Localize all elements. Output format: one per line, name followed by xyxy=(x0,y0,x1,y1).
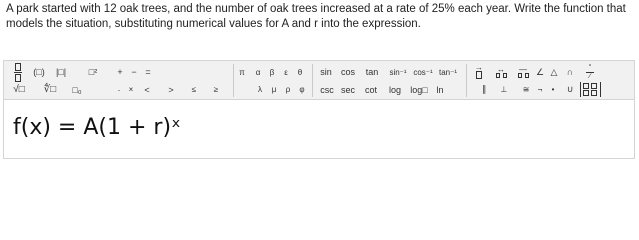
csc-button[interactable]: csc xyxy=(320,84,334,95)
question-text: A park started with 12 oak trees, and the number of oak trees increased at a rate of 25% each year. Write the function that models the situation, substituting numerical values for A and r into the expression. xyxy=(6,3,626,30)
subscript-button[interactable]: □₀ xyxy=(72,84,82,95)
beta-button[interactable]: β xyxy=(269,67,275,77)
equals-button[interactable]: = xyxy=(145,67,151,77)
toolbar-separator xyxy=(233,64,234,97)
sin-button[interactable]: sin xyxy=(320,67,332,77)
epsilon-button[interactable]: ε xyxy=(284,67,288,77)
sec-button[interactable]: sec xyxy=(340,84,355,95)
angle-button[interactable]: ∠ xyxy=(535,66,545,77)
less-equal-button[interactable]: ≤ xyxy=(191,85,197,94)
degree-fraction-button[interactable]: ° ∕ xyxy=(582,64,598,80)
less-than-button[interactable]: < xyxy=(144,84,150,95)
log-button[interactable]: log xyxy=(388,84,401,95)
perpendicular-button[interactable]: ⊥ xyxy=(500,85,508,94)
minus-button[interactable]: − xyxy=(131,67,137,77)
dot-button[interactable]: · xyxy=(117,84,121,95)
absolute-value-button[interactable]: |□| xyxy=(55,67,67,77)
lambda-button[interactable]: λ xyxy=(258,85,262,94)
union-button[interactable]: ∪ xyxy=(566,84,574,94)
answer-expression: f(x) = A(1 + r)ˣ xyxy=(13,115,181,140)
arcsin-button[interactable]: sin⁻¹ xyxy=(389,67,407,77)
cos-button[interactable]: cos xyxy=(340,67,355,77)
alpha-button[interactable]: α xyxy=(255,67,261,77)
matrix-button[interactable] xyxy=(578,81,602,98)
not-button[interactable]: ¬ xyxy=(537,85,543,94)
pi-button[interactable]: π xyxy=(239,67,245,77)
answer-input[interactable] xyxy=(3,100,635,159)
vector-button[interactable]: → xyxy=(472,64,486,80)
tan-button[interactable]: tan xyxy=(365,67,379,77)
parallel-button[interactable]: ∥ xyxy=(481,84,487,94)
arctan-button[interactable]: tan⁻¹ xyxy=(438,67,457,77)
ray-button[interactable]: ↔ xyxy=(490,64,512,80)
log-base-button[interactable]: log□ xyxy=(410,84,428,95)
congruent-button[interactable]: ≅ xyxy=(522,85,530,94)
intersection-button[interactable]: ∩ xyxy=(566,67,574,77)
bullet-button[interactable]: • xyxy=(551,85,555,94)
arccos-button[interactable]: cos⁻¹ xyxy=(413,67,433,77)
toolbar-separator xyxy=(466,64,467,97)
nth-root-button[interactable]: ∜□ xyxy=(43,84,57,95)
theta-button[interactable]: θ xyxy=(297,67,303,77)
segment-button[interactable]: — xyxy=(512,64,534,80)
parentheses-button[interactable]: (□) xyxy=(33,67,45,77)
cot-button[interactable]: cot xyxy=(364,84,377,95)
toolbar-separator xyxy=(312,64,313,97)
square-root-button[interactable]: √□ xyxy=(13,84,25,95)
rho-button[interactable]: ρ xyxy=(285,85,291,94)
fraction-button[interactable] xyxy=(10,64,26,80)
triangle-button[interactable]: △ xyxy=(550,66,558,77)
ln-button[interactable]: ln xyxy=(436,84,444,95)
mu-button[interactable]: μ xyxy=(271,85,277,94)
greater-equal-button[interactable]: ≥ xyxy=(213,85,219,94)
phi-button[interactable]: φ xyxy=(299,85,305,94)
math-toolbar xyxy=(3,60,635,100)
greater-than-button[interactable]: > xyxy=(168,84,174,95)
exponent-button[interactable]: □² xyxy=(88,67,98,77)
plus-button[interactable]: + xyxy=(117,67,123,77)
times-button[interactable]: × xyxy=(128,85,134,94)
